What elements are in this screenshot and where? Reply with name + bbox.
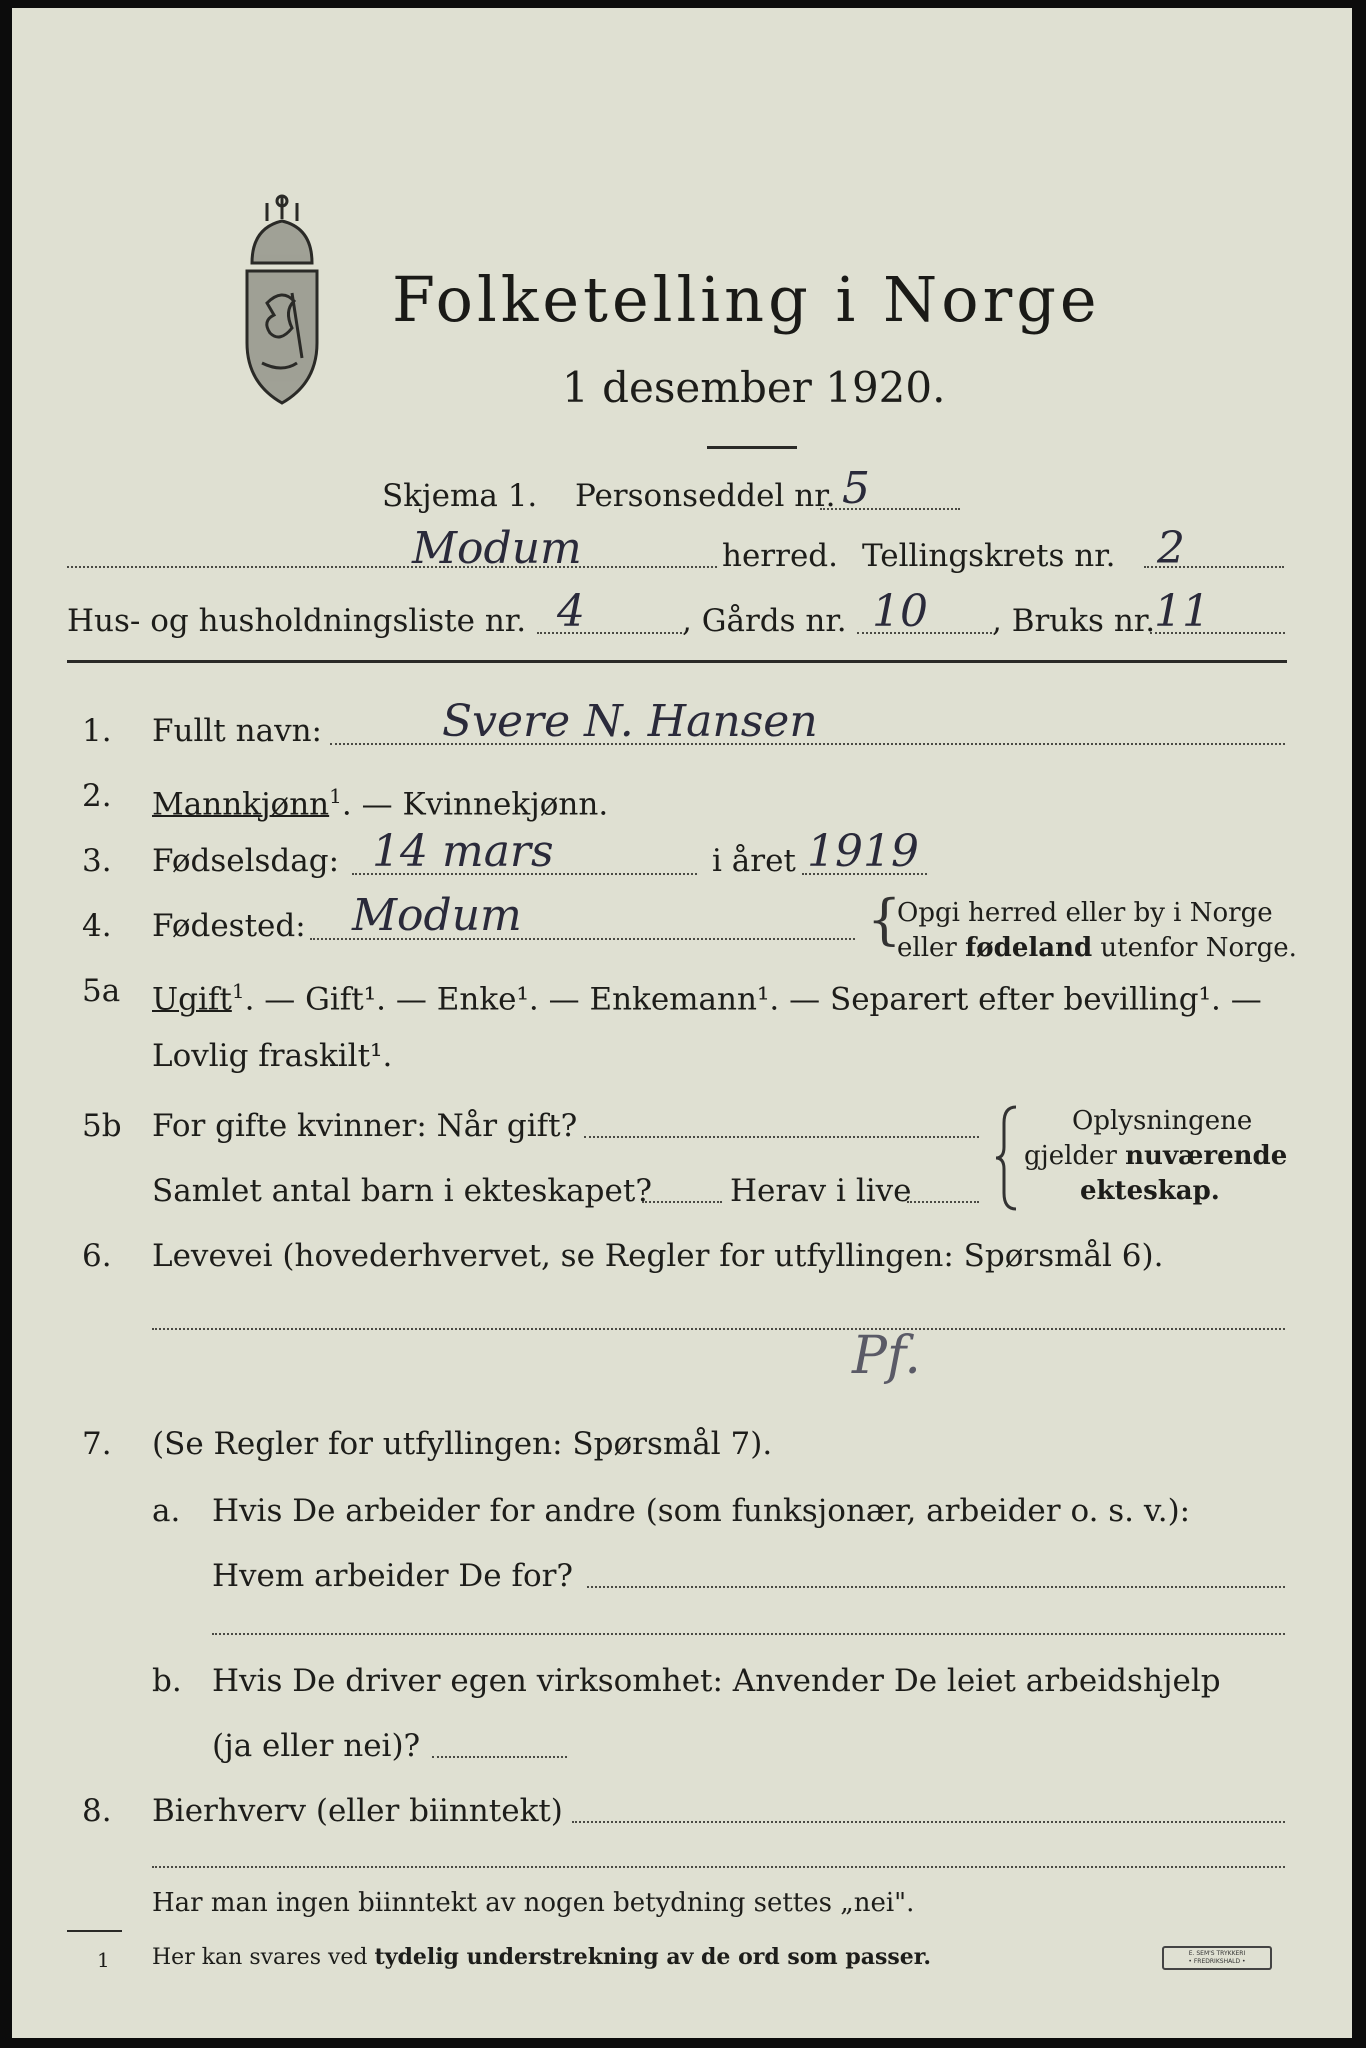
title-divider <box>707 446 797 449</box>
q5b-note-1: Oplysningene <box>1072 1106 1253 1136</box>
q4-note-1: Opgi herred eller by i Norge <box>897 898 1273 928</box>
tellingskrets-label: Tellingskrets nr. <box>862 538 1116 574</box>
norway-coat-of-arms-icon <box>222 193 342 408</box>
q5b-label-2: Samlet antal barn i ekteskapet? <box>152 1173 652 1209</box>
q6-line <box>152 1328 1285 1330</box>
q7a-line-1 <box>587 1586 1285 1588</box>
q2-number: 2. <box>82 778 112 814</box>
q5b-note-2: gjelder nuværende <box>1024 1141 1288 1171</box>
q4-label: Fødested: <box>152 908 306 944</box>
q4-value[interactable]: Modum <box>352 890 522 941</box>
q5b-note-3: ekteskap. <box>1080 1176 1220 1206</box>
q1-label: Fullt navn: <box>152 713 322 749</box>
gards-label: , Gårds nr. <box>682 603 847 639</box>
q4-number: 4. <box>82 908 112 944</box>
form-date: 1 desember 1920. <box>562 363 946 412</box>
hus-label: Hus- og husholdningsliste nr. <box>67 603 527 639</box>
q5b-label-3: Herav i live <box>730 1173 912 1209</box>
q6-value[interactable]: Pf. <box>852 1326 921 1386</box>
q2-option-mannkjonn[interactable]: Mannkjønn <box>152 786 330 823</box>
q3-number: 3. <box>82 843 112 879</box>
q5b-married-line <box>584 1136 979 1138</box>
herred-line <box>67 566 717 568</box>
personseddel-label: Personseddel nr. <box>575 478 836 514</box>
q2-text <box>152 778 608 822</box>
q8-line-1 <box>572 1821 1285 1823</box>
footnote-text: Her kan svares ved tydelig understrekning av de ord som passer. <box>152 1944 932 1970</box>
bruks-label: , Bruks nr. <box>992 603 1156 639</box>
q5a-line-1: Ugift$^1$. — Gift¹. — Enke¹. — Enkemann¹. — Separert efter bevilling¹. — <box>152 979 1262 1018</box>
q7b-number: b. <box>152 1663 182 1699</box>
q7-number: 7. <box>82 1426 112 1462</box>
herred-value[interactable]: Modum <box>412 523 582 574</box>
q6-number: 6. <box>82 1238 112 1274</box>
q7a-number: a. <box>152 1493 181 1529</box>
footnote-number: 1 <box>97 1948 110 1972</box>
q5b-brace-icon <box>994 1103 1022 1213</box>
q2-end: . <box>598 786 609 823</box>
q1-value[interactable]: Svere N. Hansen <box>442 696 818 747</box>
skjema-label: Skjema 1. <box>382 478 538 514</box>
q5b-number: 5b <box>82 1108 122 1144</box>
q7a-label-2: Hvem arbeider De for? <box>212 1558 574 1594</box>
printer-stamp: E. SEM'S TRYKKERI • FREDRIKSHALD • <box>1162 1946 1272 1970</box>
bruks-value[interactable]: 11 <box>1154 586 1210 637</box>
q5b-alive-line <box>907 1201 979 1203</box>
herred-label: herred. <box>722 538 838 574</box>
header-rule <box>67 660 1287 663</box>
q5b-children-line <box>642 1201 722 1203</box>
q4-brace: { <box>867 888 902 951</box>
q3-label: Fødselsdag: <box>152 843 340 879</box>
q2-option-kvinnekjonn[interactable]: . — Kvinnekjønn <box>341 786 599 823</box>
gards-value[interactable]: 10 <box>872 586 928 637</box>
q7b-line <box>432 1756 567 1758</box>
q8-label: Bierhverv (eller biinntekt) <box>152 1793 563 1829</box>
q6-label: Levevei (hovederhvervet, se Regler for utfyllingen: Spørsmål 6). <box>152 1238 1164 1274</box>
census-form <box>12 8 1352 2038</box>
q5a-number: 5a <box>82 973 121 1009</box>
q7-label: (Se Regler for utfyllingen: Spørsmål 7). <box>152 1426 773 1462</box>
q5a-line-2[interactable]: Lovlig fraskilt¹. <box>152 1038 393 1074</box>
q7a-label-1: Hvis De arbeider for andre (som funksjonær, arbeider o. s. v.): <box>212 1493 1191 1529</box>
q7b-label-1: Hvis De driver egen virksomhet: Anvender De leiet arbeidshjelp <box>212 1663 1221 1699</box>
q4-note-2: eller fødeland utenfor Norge. <box>897 933 1297 963</box>
q8-note: Har man ingen biinntekt av nogen betydning settes „nei". <box>152 1888 915 1918</box>
hus-value[interactable]: 4 <box>557 586 585 637</box>
q3-year-label: i året <box>712 843 796 879</box>
q8-number: 8. <box>82 1793 112 1829</box>
q1-number: 1. <box>82 713 112 749</box>
personseddel-value[interactable]: 5 <box>842 463 870 514</box>
q7b-label-2: (ja eller nei)? <box>212 1728 421 1764</box>
tellingskrets-value[interactable]: 2 <box>1157 523 1185 574</box>
q3-year-value[interactable]: 1919 <box>807 826 919 877</box>
q5a-option-ugift[interactable]: Ugift <box>152 981 232 1018</box>
q7a-line-2 <box>212 1633 1285 1635</box>
q5a-other-options[interactable]: . — Gift¹. — Enke¹. — Enkemann¹. — Separert efter bevilling¹. — <box>244 981 1262 1018</box>
q3-value[interactable]: 14 mars <box>372 826 554 877</box>
q5b-label-1: For gifte kvinner: Når gift? <box>152 1108 578 1144</box>
q8-line-2 <box>152 1866 1285 1868</box>
personseddel-line <box>820 508 960 510</box>
footnote-rule <box>67 1930 122 1932</box>
form-title: Folketelling i Norge <box>392 263 1101 336</box>
q2-footnote-mark: 1 <box>329 784 342 808</box>
